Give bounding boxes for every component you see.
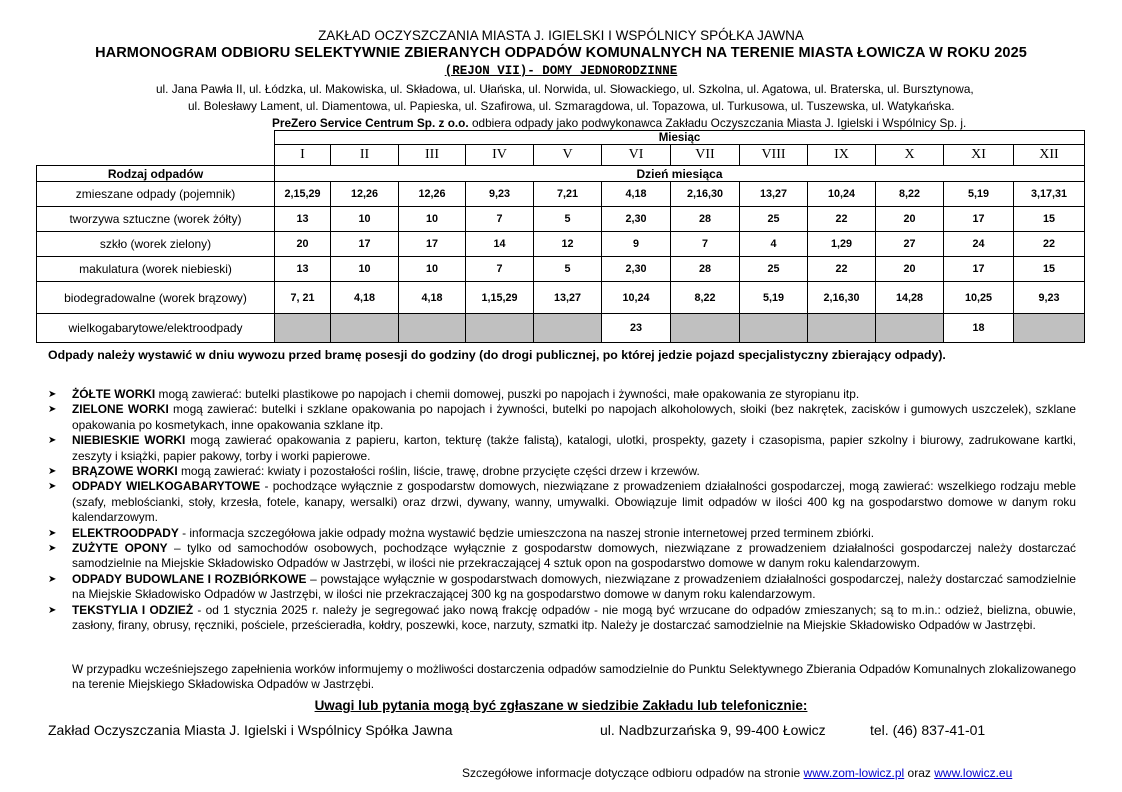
date-cell: 7 — [466, 207, 534, 232]
month-cell: IX — [808, 145, 876, 166]
questions-heading: Uwagi lub pytania mogą być zgłaszane w siedzibie Zakładu lub telefonicznie: — [314, 698, 808, 713]
date-cell — [275, 314, 331, 343]
rule-label: ELEKTROODPADY — [72, 525, 179, 540]
date-cell: 15 — [1014, 207, 1085, 232]
date-cell: 4,18 — [331, 282, 399, 314]
date-cell: 17 — [331, 232, 399, 257]
closing-paragraph: W przypadku wcześniejszego zapełnienia worków informujemy o możliwości dostarczenia odpadów samodzielnie do Punktu Selektywnego Zbierania Odpadów Komunalnych zlokalizowanego na terenie Miejskiego Składowiska Odpadów w Jastrzębi. — [72, 662, 1076, 692]
date-cell: 2,16,30 — [808, 282, 876, 314]
rule-item — [48, 603, 1076, 634]
date-cell: 9 — [602, 232, 671, 257]
date-cell: 10,24 — [602, 282, 671, 314]
rule-text: - od 1 stycznia 2025 r. należy je segregować jako nową frakcję odpadów - nie mogą być wrzucane do odpadów zmieszanych; są to m.in.: odzież, bielizna, obuwie, zasłony, firany, obrusy, ręczniki, pościele, prześcieradła, kołdry, poszewki, koce, narzuty, szmatki itp. Należy je dostarczać samodzielnie na Miejskie Składowisko Odpadów w Jastrzębi. — [72, 602, 1076, 633]
footer-info — [462, 766, 1012, 780]
arrow-bullet-icon: ➤ — [48, 543, 57, 555]
date-cell: 1,15,29 — [466, 282, 534, 314]
rule-item — [48, 464, 1076, 479]
date-cell — [331, 314, 399, 343]
operator-info — [272, 116, 966, 130]
date-cell: 2,30 — [602, 207, 671, 232]
footer-and: oraz — [904, 766, 935, 780]
waste-rules-list — [48, 387, 1076, 634]
rule-text: - informacja szczegółowa jakie odpady można wystawić będzie umieszczona na naszej stronie internetowej przed terminem zbiórki. — [178, 525, 875, 540]
date-cell: 7,21 — [534, 182, 602, 207]
date-cell: 22 — [1014, 232, 1085, 257]
date-cell: 5,19 — [944, 182, 1014, 207]
arrow-bullet-icon: ➤ — [48, 481, 57, 493]
month-cell: XII — [1014, 145, 1085, 166]
date-cell: 12,26 — [399, 182, 466, 207]
date-cell: 10 — [399, 207, 466, 232]
date-cell: 2,15,29 — [275, 182, 331, 207]
date-cell: 5,19 — [740, 282, 808, 314]
rule-label: TEKSTYLIA I ODZIEŻ — [72, 602, 194, 617]
date-cell: 13,27 — [534, 282, 602, 314]
streets-line-1: ul. Jana Pawła II, ul. Łódzka, ul. Makowiska, ul. Składowa, ul. Ułańska, ul. Norwida, ul. Słowackiego, ul. Szkolna, ul. Agatowa, ul. Braterska, ul. Bursztynowa, — [156, 82, 974, 96]
date-cell: 24 — [944, 232, 1014, 257]
date-cell: 14,28 — [876, 282, 944, 314]
schedule-table — [36, 130, 1085, 343]
rule-text: mogą zawierać: butelki plastikowe po napojach i chemii domowej, puszki po napojach i żywności, małe opakowania ze styropianu itp. — [155, 387, 860, 401]
arrow-bullet-icon: ➤ — [48, 604, 57, 616]
date-cell: 7, 21 — [275, 282, 331, 314]
date-cell: 23 — [602, 314, 671, 343]
month-cell: V — [534, 145, 602, 166]
date-cell: 22 — [808, 257, 876, 282]
link-zom-lowicz[interactable]: www.zom-lowicz.pl — [803, 766, 905, 780]
date-cell: 20 — [876, 257, 944, 282]
date-cell — [1014, 314, 1085, 343]
region-subtitle: (REJON VII)- DOMY JEDNORODZINNE — [444, 64, 678, 78]
arrow-bullet-icon: ➤ — [48, 527, 57, 539]
rule-label: BRĄZOWE WORKI — [72, 464, 178, 479]
arrow-bullet-icon: ➤ — [48, 573, 57, 585]
date-cell: 10 — [331, 207, 399, 232]
date-cell: 4 — [740, 232, 808, 257]
rule-item — [48, 526, 1076, 541]
date-cell — [808, 314, 876, 343]
date-cell: 9,23 — [1014, 282, 1085, 314]
date-cell: 10 — [331, 257, 399, 282]
date-cell: 10,25 — [944, 282, 1014, 314]
date-cell: 17 — [944, 207, 1014, 232]
page-title: HARMONOGRAM ODBIORU SELEKTYWNIE ZBIERANYCH ODPADÓW KOMUNALNYCH NA TERENIE MIASTA ŁOWICZA W ROKU 2025 — [95, 45, 1027, 61]
contact-address: ul. Nadbzurzańska 9, 99-400 Łowicz — [600, 722, 826, 738]
arrow-bullet-icon: ➤ — [48, 466, 57, 478]
table-row — [37, 257, 1085, 282]
date-cell: 5 — [534, 257, 602, 282]
rule-item — [48, 433, 1076, 464]
waste-type-header: Rodzaj odpadów — [37, 166, 275, 182]
date-cell — [399, 314, 466, 343]
month-cell: III — [399, 145, 466, 166]
rule-text: – tylko od samochodów osobowych, pochodzące wyłącznie z gospodarstw domowych, niezwiązane z prowadzeniem działalności gospodarczej należy dostarczać samodzielnie na Miejskie Składowisko Odpadów w Jastrzębi, w ilości nie przekraczającej 4 sztuk opon na gospodarstwo domowe w danym roku kalendarzowym. — [72, 541, 1076, 571]
month-cell: IV — [466, 145, 534, 166]
date-cell: 2,16,30 — [671, 182, 740, 207]
rule-item — [48, 572, 1076, 603]
company-heading: ZAKŁAD OCZYSZCZANIA MIASTA J. IGIELSKI I WSPÓLNICY SPÓŁKA JAWNA — [318, 28, 804, 43]
rule-text: mogą zawierać: kwiaty i pozostałości roślin, liście, trawę, drobne przycięte części drzew i krzewów. — [177, 464, 700, 479]
rule-text: - pochodzące wyłącznie z gospodarstw domowych, niezwiązane z prowadzeniem działalności gospodarczej, mogą zawierać: wszelkiego rodzaju meble (szafy, meblościanki, stoły, krzesła, fotele, kanapy, wersalki) oraz drzwi, dywany, wanny, umywalki. Obowiązuje limit odpadów w ilości 400 kg na gospodarstwo domowe w danym roku kalendarzowym. — [72, 479, 1077, 525]
month-cell: I — [275, 145, 331, 166]
date-cell — [740, 314, 808, 343]
rule-label: ODPADY WIELKOGABARYTOWE — [72, 479, 261, 494]
operator-name: PreZero Service Centrum Sp. z o.o. — [272, 116, 469, 130]
table-row — [37, 207, 1085, 232]
table-row — [37, 314, 1085, 343]
date-cell: 22 — [808, 207, 876, 232]
date-cell — [534, 314, 602, 343]
contact-phone: tel. (46) 837-41-01 — [870, 722, 986, 738]
date-cell: 3,17,31 — [1014, 182, 1085, 207]
waste-type-cell: biodegradowalne (worek brązowy) — [37, 282, 275, 314]
month-cell: X — [876, 145, 944, 166]
rule-item — [48, 479, 1076, 525]
date-cell: 15 — [1014, 257, 1085, 282]
date-cell: 13 — [275, 207, 331, 232]
date-cell: 10 — [399, 257, 466, 282]
link-lowicz[interactable]: www.lowicz.eu — [934, 766, 1013, 780]
table-row — [37, 282, 1085, 314]
date-cell: 13,27 — [740, 182, 808, 207]
date-cell: 10,24 — [808, 182, 876, 207]
month-cell: VII — [671, 145, 740, 166]
date-cell: 12,26 — [331, 182, 399, 207]
rule-text: mogą zawierać opakowania z papieru, karton, tekturę (także falistą), katalogi, ulotki, prospekty, gazety i czasopisma, papier szkolny i biurowy, zadrukowane kartki, zeszyty i książki, papier pakowy, torby i worki papierowe. — [72, 433, 1076, 463]
date-cell: 25 — [740, 257, 808, 282]
date-cell: 7 — [671, 232, 740, 257]
month-cell: VI — [602, 145, 671, 166]
streets-line-2: ul. Bolesławy Lament, ul. Diamentowa, ul. Papieska, ul. Szafirowa, ul. Szmaragdowa, ul. Topazowa, ul. Turkusowa, ul. Tuszewska, ul. Watykańska. — [188, 99, 955, 113]
month-cell: XI — [944, 145, 1014, 166]
rule-item — [48, 402, 1076, 433]
waste-type-cell: makulatura (worek niebieski) — [37, 257, 275, 282]
date-cell: 5 — [534, 207, 602, 232]
date-cell: 12 — [534, 232, 602, 257]
rule-text: mogą zawierać: butelki i szklane opakowania po napojach i żywności, butelki po napojach alkoholowych, słoiki (bez nakrętek, zacisków i gumowych uszczelek), szklane opakowania po kosmetykach, inne opakowania szklane itp. — [72, 402, 1076, 432]
date-cell: 13 — [275, 257, 331, 282]
date-cell: 4,18 — [602, 182, 671, 207]
rule-label: ZIELONE WORKI — [72, 402, 169, 417]
waste-type-cell: wielkogabarytowe/elektroodpady — [37, 314, 275, 343]
rule-item — [48, 541, 1076, 572]
date-cell: 2,30 — [602, 257, 671, 282]
date-cell: 1,29 — [808, 232, 876, 257]
waste-type-cell: tworzywa sztuczne (worek żółty) — [37, 207, 275, 232]
date-cell: 28 — [671, 207, 740, 232]
arrow-bullet-icon: ➤ — [48, 435, 57, 447]
table-row — [37, 182, 1085, 207]
date-cell: 28 — [671, 257, 740, 282]
month-cell: II — [331, 145, 399, 166]
date-cell: 8,22 — [876, 182, 944, 207]
month-cell: VIII — [740, 145, 808, 166]
date-cell: 17 — [944, 257, 1014, 282]
table-row — [37, 232, 1085, 257]
date-cell: 25 — [740, 207, 808, 232]
date-cell: 9,23 — [466, 182, 534, 207]
rule-label: NIEBIESKIE WORKI — [72, 433, 186, 448]
date-cell: 27 — [876, 232, 944, 257]
date-cell: 20 — [275, 232, 331, 257]
rule-item — [48, 387, 1076, 402]
month-header: Miesiąc — [275, 131, 1085, 145]
day-header: Dzień miesiąca — [275, 166, 1085, 182]
rule-label: ZUŻYTE OPONY — [72, 541, 168, 556]
date-cell: 7 — [466, 257, 534, 282]
arrow-bullet-icon: ➤ — [48, 389, 57, 400]
date-cell: 4,18 — [399, 282, 466, 314]
date-cell — [466, 314, 534, 343]
date-cell: 8,22 — [671, 282, 740, 314]
date-cell — [671, 314, 740, 343]
operator-text: odbiera odpady jako podwykonawca Zakładu Oczyszczania Miasta J. Igielski i Wspólnicy Sp. j. — [468, 116, 967, 130]
waste-type-cell: zmieszane odpady (pojemnik) — [37, 182, 275, 207]
date-cell: 14 — [466, 232, 534, 257]
rule-label: ODPADY BUDOWLANE I ROZBIÓRKOWE — [72, 571, 307, 586]
date-cell — [876, 314, 944, 343]
waste-type-cell: szkło (worek zielony) — [37, 232, 275, 257]
arrow-bullet-icon: ➤ — [48, 404, 57, 416]
date-cell: 18 — [944, 314, 1014, 343]
date-cell: 17 — [399, 232, 466, 257]
footer-text: Szczegółowe informacje dotyczące odbioru odpadów na stronie — [462, 766, 804, 780]
rule-label: ŻÓŁTE WORKI — [72, 387, 156, 401]
date-cell: 20 — [876, 207, 944, 232]
rule-text: – powstające wyłącznie w gospodarstwach domowych, niezwiązane z prowadzeniem działalności gospodarczej, należy dostarczać samodzielnie na Miejskie Składowisko Odpadów w Jastrzębi, w ilości nie przekraczającej 300 kg na gospodarstwo domowe w danym roku kalendarzowym. — [72, 571, 1076, 602]
contact-name: Zakład Oczyszczania Miasta J. Igielski i Wspólnicy Spółka Jawna — [48, 722, 453, 738]
placement-notice: Odpady należy wystawić w dniu wywozu przed bramę posesji do godziny (do drogi publicznej, po której jedzie pojazd specjalistyczny zbierający odpady). — [48, 348, 946, 362]
